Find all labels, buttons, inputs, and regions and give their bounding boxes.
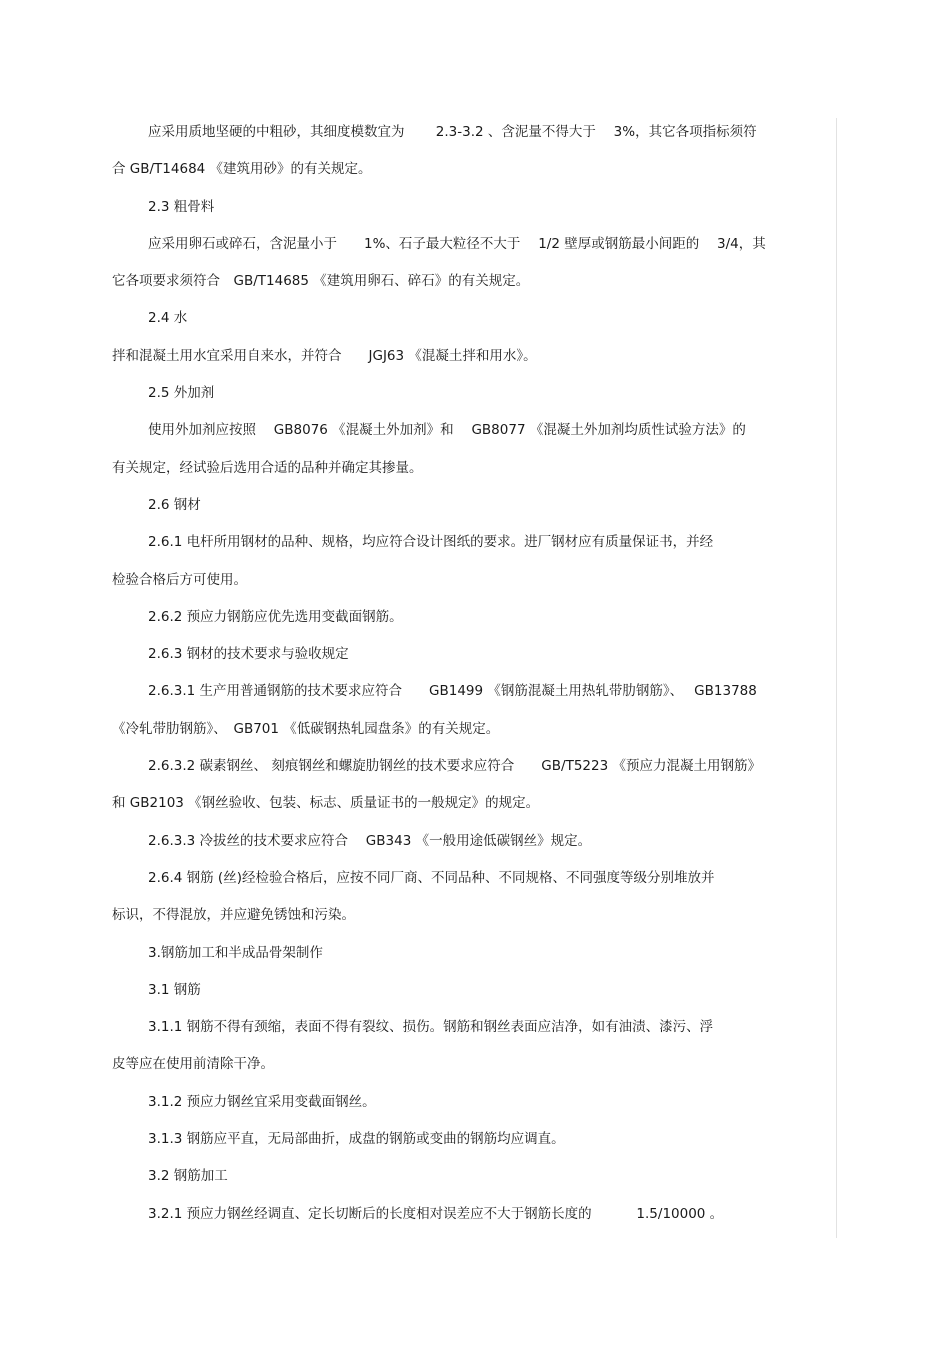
page-margin-line <box>836 118 837 1238</box>
text-line: 2.6 钢材 <box>148 496 201 513</box>
text-line: 它各项要求须符合 GB/T14685 《建筑用卵石、碎石》的有关规定。 <box>112 273 530 290</box>
text-line: 标识，不得混放，并应避免锈蚀和污染。 <box>112 907 355 924</box>
text-line: 拌和混凝土用水宜采用自来水，并符合 JGJ63 《混凝土拌和用水》。 <box>112 347 537 364</box>
text-line: 2.6.3.2 碳素钢丝、 刻痕钢丝和螺旋肋钢丝的技术要求应符合 GB/T5223 《预应力混凝土用钢筋》 <box>148 758 761 775</box>
document-body <box>112 122 836 1241</box>
text-line: 2.6.4 钢筋 (丝)经检验合格后，应按不同厂商、不同品种、不同规格、不同强度等级分别堆放并 <box>148 869 715 886</box>
text-line: 应采用卵石或碎石，含泥量小于 1%、石子最大粒径不大于 1/2 壁厚或钢筋最小间距的 3/4，其 <box>148 235 766 252</box>
text-line: 3.2.1 预应力钢丝经调直、定长切断后的长度相对误差应不大于钢筋长度的 1.5/10000 。 <box>148 1205 724 1222</box>
text-line: 合 GB/T14684 《建筑用砂》的有关规定。 <box>112 161 372 178</box>
text-line: 和 GB2103 《钢丝验收、包装、标志、质量证书的一般规定》的规定。 <box>112 795 540 812</box>
text-line: 有关规定，经试验后选用合适的品种并确定其掺量。 <box>112 459 423 476</box>
text-line: 2.3 粗骨料 <box>148 198 215 215</box>
text-line: 2.6.3.3 冷拔丝的技术要求应符合 GB343 《一般用途低碳钢丝》规定。 <box>148 832 592 849</box>
text-line: 2.5 外加剂 <box>148 385 215 402</box>
text-line: 使用外加剂应按照 GB8076 《混凝土外加剂》和 GB8077 《混凝土外加剂均质性试验方法》的 <box>148 422 746 439</box>
text-line: 检验合格后方可使用。 <box>112 571 247 588</box>
text-line: 2.6.3 钢材的技术要求与验收规定 <box>148 646 349 663</box>
text-line: 3.钢筋加工和半成品骨架制作 <box>148 944 323 961</box>
text-line: 2.6.1 电杆所用钢材的品种、规格，均应符合设计图纸的要求。进厂钢材应有质量保证书，并经 <box>148 534 714 551</box>
text-line: 2.6.3.1 生产用普通钢筋的技术要求应符合 GB1499 《钢筋混凝土用热轧带肋钢筋》、 GB13788 <box>148 683 757 700</box>
text-line: 《冷轧带肋钢筋》、 GB701 《低碳钢热轧园盘条》的有关规定。 <box>112 720 500 737</box>
text-line: 3.1.3 钢筋应平直，无局部曲折，成盘的钢筋或变曲的钢筋均应调直。 <box>148 1131 565 1148</box>
text-line: 3.1 钢筋 <box>148 981 201 998</box>
text-line: 应采用质地坚硬的中粗砂，其细度模数宜为 2.3-3.2 、含泥量不得大于 3%，其它各项指标须符 <box>148 124 757 140</box>
text-line: 3.1.1 钢筋不得有颈缩，表面不得有裂纹、损伤。钢筋和钢丝表面应洁净，如有油渍、漆污、浮 <box>148 1019 714 1036</box>
text-line: 2.6.2 预应力钢筋应优先选用变截面钢筋。 <box>148 608 403 625</box>
text-line: 3.1.2 预应力钢丝宜采用变截面钢丝。 <box>148 1093 376 1110</box>
text-line: 3.2 钢筋加工 <box>148 1168 228 1185</box>
text-line: 2.4 水 <box>148 310 188 327</box>
text-line: 皮等应在使用前清除干净。 <box>112 1056 274 1073</box>
